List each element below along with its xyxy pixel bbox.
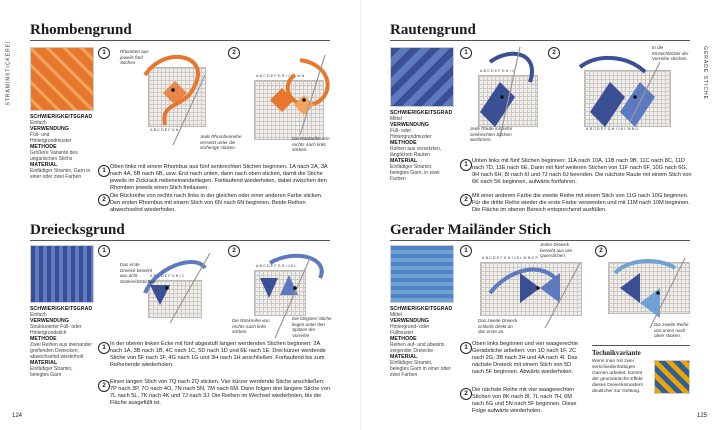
meta-value: Füll- und Hintergrundmuster [30, 132, 72, 144]
step-number-2: 2 [228, 47, 240, 59]
meta-label: METHODE [30, 336, 57, 342]
meta-value: Hintergrund- oder Füllmuster [390, 324, 430, 336]
meta-value: Mittel [390, 116, 402, 122]
section-rule [30, 240, 330, 241]
meta-value: Reihen aus versetzten, länglichen Rauten [390, 146, 442, 158]
caption: Die Rückreihe von rechts nach links sticken. [232, 318, 270, 334]
section-title-rautengrund: Rautengrund [390, 22, 476, 38]
caption: Rhomben aus jeweils fünf Stichen [120, 49, 149, 65]
step-number-1: 1 [460, 47, 472, 59]
meta-label: VERWENDUNG [390, 122, 429, 128]
meta-label: MATERIAL [390, 158, 418, 164]
caption: Jede Rhombenreihe versetzt unter die vorherige sticken. [200, 134, 242, 150]
meta-dreiecksgrund [30, 306, 92, 378]
page-number-right: 125 [697, 413, 708, 419]
instruction-step-1: Oben links mit einem Rhombus aus fünf senkrechten Stichen beginnen. 1A nach 2A, 3A nach 4A, 5B nach 6B, usw. Erst nach unten, dann nach oben sticken, damit die Stiche jeweils im Zickzack nebeneinanderliegen. Fortlaufend wiederholen, dabei zwischen den Rhomben jeweils einen Stich freilassen. [110, 164, 328, 191]
meta-label: MATERIAL [30, 162, 58, 168]
section-rule [390, 240, 690, 241]
meta-value: Einfach [30, 120, 47, 126]
section-title-rhombengrund: Rhombengrund [30, 22, 132, 38]
step-number-1: 1 [98, 342, 110, 354]
section-rule [30, 40, 330, 41]
step-number-2: 2 [98, 380, 110, 392]
meta-value: Einfädiger Stramin, belegtes Garn [30, 366, 73, 378]
step-number-1: 1 [460, 342, 472, 354]
technikvariante-text: Wenn man mit zwei verschiedenfarbigen Garnen arbeitet, kommt der geometrische Effekt dieses Dreiecksmusters deutlicher zur Geltung. [592, 359, 643, 394]
caption: Das erste Dreieck besteht aus acht Senkrechtstichen. [120, 262, 157, 284]
side-label-left: STRAMINSTICKEREI [5, 40, 12, 106]
grid-letters: ABCDEFGHIJ [480, 69, 515, 73]
swatch-blue-triangle [30, 245, 94, 303]
caption: Jede Raute mit zehn senkrechten Stichen ausführen. [470, 126, 513, 142]
stitch-diagram-triangle-1 [115, 243, 225, 333]
instruction-step-2: Einen langen Stich von 7Q nach 2Q sticken. Vier kürzer werdende Stiche anschließen: 7P nach 3P, 7O nach 4O, 7N nach 5N, 7M nach 6M. Dann folgen drei längere Stiche von 7L nach 5L, 7K nach 4K und 7J nach 3J. Die Reihen im Wechsel wiederholen, bis die Fläche ausgefüllt ist. [110, 379, 330, 406]
caption: Die Rückreihe von rechts nach links sticken. [292, 136, 330, 152]
meta-value: Einfädiger Stramin, Garn in einer oder zwei Farben [30, 168, 91, 180]
meta-label: SCHWIERIGKEITSGRAD [30, 306, 93, 312]
step-number-1: 1 [460, 245, 472, 257]
instruction-step-2: Die nächste Reihe mit vier waagerechten Stichen von 8K nach 8I, 7L nach 7H, 6M nach 6G und 5N nach 5F beginnen. Diese Folge aufwärts wiederholen. [472, 387, 577, 414]
meta-label: VERWENDUNG [30, 318, 69, 324]
step-number-2: 2 [595, 245, 607, 257]
instruction-step-1: In der oberen linken Ecke mit fünf abgestuft langen werdenden Stichen beginnen: 2A nach 1A, 3B nach 1B, 4C nach 1C, 5D nach 1D und 6E nach 1E. Drei kürzer werdende Stiche von 5F nach 1F, 4G nach 1G und 3H nach 1H anschließen. Fortlaufend bis zum Reihenende wiederholen. [110, 341, 326, 368]
technikvariante-swatch [654, 360, 690, 394]
stitch-diagram-milanese-2 [600, 243, 695, 333]
caption: Jedes Dreieck besteht aus vier Querstichen. [540, 242, 573, 258]
caption: Die zweite Reihe von unten nach oben sticken. [654, 322, 689, 338]
step-number-1: 1 [98, 245, 110, 257]
meta-label: VERWENDUNG [30, 126, 69, 132]
meta-rhombengrund [30, 114, 92, 180]
meta-label: METHODE [30, 144, 57, 150]
meta-value: Reihen auf- und abwärts zeigender Dreiecke [390, 342, 445, 354]
grid-letters: ABCDEFGHIJKL [256, 264, 298, 268]
section-title-mailaender: Gerader Mailänder Stich [390, 222, 552, 238]
grid-letters: ABCDEFGHIJKLMNOP [482, 256, 540, 260]
meta-label: METHODE [390, 140, 417, 146]
swatch-blue-diamond [390, 47, 454, 107]
technikvariante-title: Technikvariante [592, 349, 641, 357]
caption: Die längsten Stiche liegen unter den Spitzen der Vorreihe [292, 316, 332, 338]
swatch-blue-light [390, 245, 454, 303]
side-label-right: GERADE STICHE [701, 46, 708, 100]
step-number-1: 1 [460, 159, 472, 171]
caption: Das zweite Dreieck schließt direkt an das erste an. [478, 318, 518, 334]
grid-letters: ABCDEFGHIJKLMNO [586, 127, 640, 131]
step-number-2: 2 [98, 194, 110, 206]
instruction-step-2: Mit einer anderen Farbe die zweite Reihe mit einem Stich von 11G nach 10G beginnen. Für die dritte Reihe wieder die erste Farbe verwenden und mit 11M nach 10M beginnen. Die Fläche im oberen Bereich entsprechend ausfüllen. [472, 193, 690, 213]
meta-value: Größere Variante des ungarischen Stichs [30, 150, 78, 162]
step-number-2: 2 [228, 245, 240, 257]
meta-mailaender [390, 306, 452, 378]
caption: In die Einstichlöcher der Vorreihe stechen. [652, 45, 689, 61]
meta-value: Einfädiger Stramin, belegtes Garn, in zwei Farben [390, 164, 440, 182]
meta-value: Einfädiger Stramin, belegtes Garn in einer oder zwei Farben [390, 360, 451, 378]
step-number-2: 2 [460, 388, 472, 400]
meta-label: MATERIAL [390, 354, 418, 360]
meta-label: MATERIAL [30, 360, 58, 366]
grid-letters: ABCDEFGH [150, 128, 180, 132]
instruction-step-1: Oben links beginnen und vier waagerechte Geradstiche arbeiten: von 1D nach 1F, 2C nach 2G, 3B nach 3H und 4A nach 4I. Das nächste Dreieck mit einem Stich von 5D nach 5F beginnen. Abwärts wiederholen. [472, 341, 579, 375]
section-title-dreiecksgrund: Dreiecksgrund [30, 222, 125, 238]
meta-label: SCHWIERIGKEITSGRAD [390, 110, 453, 116]
step-number-1: 1 [98, 47, 110, 59]
meta-value: Mittel [390, 312, 402, 318]
step-number-1: 1 [98, 165, 110, 177]
section-rule [390, 40, 690, 41]
meta-label: METHODE [390, 336, 417, 342]
meta-value: Einfach [30, 312, 47, 318]
page-number-left: 124 [12, 413, 23, 419]
meta-value: Strukturierter Füll- oder Hintergrundstich [30, 324, 82, 336]
step-number-2: 2 [460, 194, 472, 206]
instruction-step-1: Unten links mit fünf Stichen beginnen: 11A nach 10A, 11B nach 9B, 11C nach 8C, 11D nach 7D, 11E nach 6E. Dann mit fünf weiteren Stichen von 11F nach 6F, 10G nach 6G, 9H nach 6H, 8I nach 6I und 7J nach 6J beenden. Die nächste Raute mit einem Stich von 6K nach 5K beginnen, aufwärts fortfahren. [472, 158, 692, 185]
meta-label: VERWENDUNG [390, 318, 429, 324]
meta-label: SCHWIERIGKEITSGRAD [30, 114, 93, 120]
meta-value: Füll- oder Hintergrundmuster [390, 128, 432, 140]
step-number-2: 2 [548, 47, 560, 59]
swatch-orange [30, 47, 94, 111]
gutter [360, 0, 361, 430]
instruction-step-2: Die Rückreihe von rechts nach links in der gleichen oder einer anderen Farbe sticken. Den ersten Rhombus mit einem Stich von 6N nach 6N beginnen. Beide Reihen abwechselnd wiederholen. [110, 193, 323, 213]
technikvariante-box [592, 345, 690, 410]
meta-label: SCHWIERIGKEITSGRAD [390, 306, 453, 312]
meta-rautengrund [390, 110, 452, 182]
grid-letters: ABCDEFGHIJ [150, 274, 185, 278]
grid-letters: ABCDEFGHIJKLMN [256, 74, 306, 78]
meta-value: Zwei Reihen aus ineinander greifenden Dreiecken, abwechselnd wiederholt [30, 342, 92, 360]
